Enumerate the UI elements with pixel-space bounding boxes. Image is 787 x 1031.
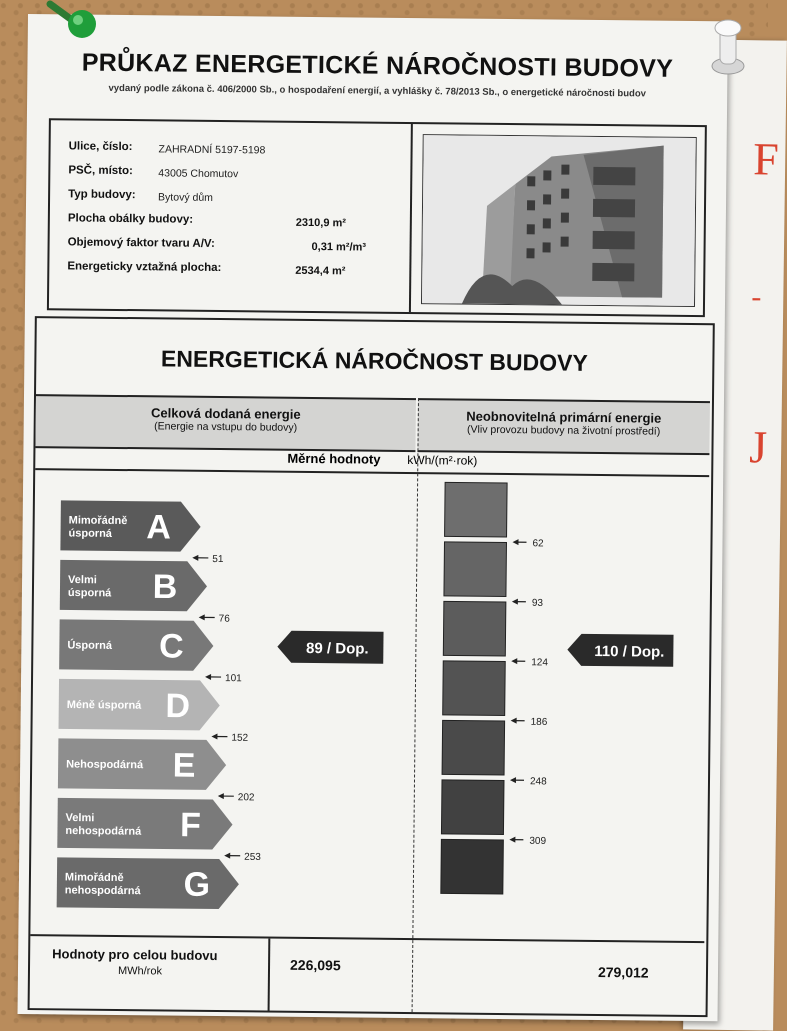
delivered-energy-indicator-label: 89 / Dop. (306, 640, 369, 658)
specific-values-unit: kWh/(m²·rok) (407, 453, 477, 468)
primary-energy-class-block (442, 720, 505, 775)
primary-energy-class-block (441, 839, 504, 894)
primary-threshold-value: 186 (531, 717, 548, 728)
building-photo (421, 134, 697, 307)
primary-threshold-value: 62 (532, 538, 544, 549)
threshold-arrow-head (511, 658, 517, 664)
energy-class-letter: C (159, 627, 184, 665)
delivered-energy-header (35, 394, 416, 452)
specific-values-label: Měrné hodnoty (287, 451, 380, 467)
footer-separator (268, 939, 271, 1011)
energy-class-scales (30, 470, 709, 937)
green-push-pin-icon (46, 0, 104, 40)
energy-class-label: úsporná (68, 587, 112, 599)
energy-class-label: Mimořádně (69, 514, 128, 527)
energy-class-label: Úsporná (67, 638, 113, 651)
energy-class-letter: A (146, 508, 171, 546)
primary-energy-class-block (444, 542, 507, 597)
primary-energy-class-block (443, 601, 506, 656)
energy-class-label: Mimořádně (65, 871, 124, 884)
threshold-arrow-head (509, 837, 515, 843)
threshold-arrow-head (192, 555, 198, 561)
energy-class-letter: E (173, 747, 196, 785)
building-info-box (47, 118, 707, 317)
primary-threshold-value: 93 (532, 598, 544, 609)
whole-building-label: Hodnoty pro celou budovu (52, 946, 218, 963)
primary-energy-header (417, 398, 710, 455)
energy-class-label: nehospodárná (65, 884, 142, 897)
footer-divider (412, 940, 414, 1012)
primary-threshold-value: 124 (531, 657, 548, 668)
reference-area-value: 2534,4 m² (295, 265, 345, 278)
threshold-arrow-head (224, 853, 230, 859)
threshold-arrow-head (205, 674, 211, 680)
energy-class-label: Méně úsporná (67, 699, 143, 712)
primary-energy-title: Neobnovitelná primární energie (418, 408, 710, 426)
white-push-pin-icon (698, 14, 752, 76)
threshold-arrow-head (199, 614, 205, 620)
building-type-label: Typ budovy: (68, 188, 136, 201)
energy-class-label: úsporná (68, 527, 112, 539)
delivered-energy-total: 226,095 (290, 957, 341, 974)
shape-factor-value: 0,31 m²/m³ (312, 241, 367, 254)
building-details (49, 120, 413, 312)
primary-energy-indicator-label: 110 / Dop. (594, 643, 664, 661)
certificate-subtitle: vydaný podle zákona č. 406/2000 Sb., o hospodaření energií, a vyhlášky č. 78/2013 Sb., o energetické náročnosti budov (27, 82, 727, 100)
building-type-value: Bytový dům (158, 191, 213, 204)
shape-factor-label: Objemový faktor tvaru A/V: (68, 236, 215, 250)
threshold-arrow-head (512, 599, 518, 605)
street-label: Ulice, číslo: (69, 140, 133, 153)
threshold-arrow-head (211, 733, 217, 739)
red-handwriting-mark: J (749, 420, 768, 473)
threshold-arrow-head (511, 718, 517, 724)
envelope-area-label: Plocha obálky budovy: (68, 212, 193, 225)
primary-energy-total: 279,012 (598, 964, 649, 981)
energy-class-label: Velmi (66, 812, 95, 824)
red-handwriting-mark: - (751, 280, 761, 314)
psc-value: 43005 Chomutov (158, 167, 238, 180)
street-value: ZAHRADNÍ 5197-5198 (159, 143, 266, 156)
delivered-energy-subtitle: (Energie na vstupu do budovy) (36, 419, 416, 435)
delivered-threshold-value: 152 (231, 733, 248, 744)
threshold-arrow-head (510, 777, 516, 783)
primary-threshold-value: 309 (529, 836, 546, 847)
envelope-area-value: 2310,9 m² (296, 217, 346, 230)
energy-class-letter: F (180, 806, 201, 844)
energy-class-letter: D (165, 687, 190, 725)
energy-class-label: Velmi (68, 574, 97, 586)
threshold-arrow-head (218, 793, 224, 799)
primary-energy-class-block (445, 482, 508, 537)
delivered-threshold-value: 253 (244, 852, 261, 863)
primary-energy-class-block (443, 661, 506, 716)
red-handwriting-mark: F (753, 132, 779, 185)
delivered-energy-title: Celková dodaná energie (36, 404, 416, 423)
rating-title: ENERGETICKÁ NÁROČNOST BUDOVY (36, 344, 712, 378)
energy-rating-panel (28, 316, 715, 1017)
delivered-threshold-value: 76 (219, 614, 231, 625)
psc-label: PSČ, místo: (68, 164, 133, 177)
delivered-threshold-value: 51 (212, 554, 224, 565)
energy-certificate-sheet (18, 14, 728, 1021)
primary-energy-subtitle: (Vliv provozu budovy na životní prostředí) (418, 423, 710, 438)
energy-class-letter: G (183, 866, 210, 904)
certificate-title: PRŮKAZ ENERGETICKÉ NÁROČNOSTI BUDOVY (27, 48, 727, 84)
whole-building-unit: MWh/rok (118, 965, 162, 977)
energy-class-letter: B (153, 568, 178, 606)
threshold-arrow-head (512, 539, 518, 545)
delivered-threshold-value: 101 (225, 673, 242, 684)
primary-threshold-value: 248 (530, 776, 547, 787)
delivered-threshold-value: 202 (238, 792, 255, 803)
whole-building-values (30, 934, 705, 1015)
reference-area-label: Energeticky vztažná plocha: (67, 260, 221, 274)
energy-class-label: nehospodárná (65, 825, 142, 838)
primary-energy-class-block (441, 780, 504, 835)
energy-class-label: Nehospodárná (66, 758, 144, 771)
